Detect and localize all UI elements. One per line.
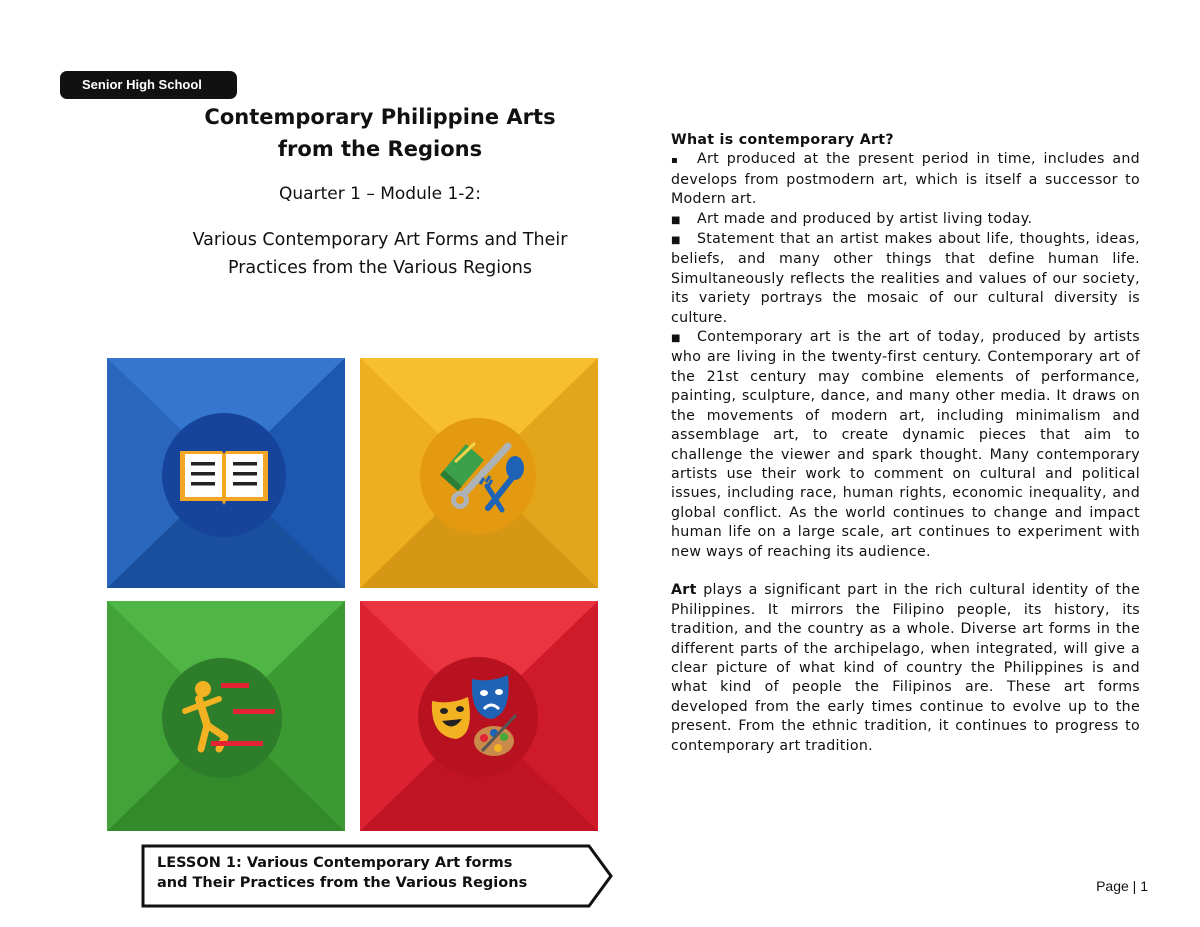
title-line-2: from the Regions bbox=[277, 137, 483, 161]
book-icon bbox=[180, 451, 268, 505]
lesson-line-1: LESSON 1: Various Contemporary Art forms bbox=[157, 855, 513, 871]
content-heading: What is contemporary Art? bbox=[671, 132, 894, 148]
subtitle-line-2: Practices from the Various Regions bbox=[227, 258, 533, 278]
title-line-1: Contemporary Philippine Arts bbox=[204, 105, 556, 129]
art-bold: Art bbox=[671, 582, 697, 599]
subtitle-line-1: Various Contemporary Art Forms and Their bbox=[192, 230, 568, 250]
bullet-item: ■ Contemporary art is the art of today, produced by artists who are living in the twenty-first century. Contemporary art of the 21st century may combine elements of performance, painting, sculpture, dance, and many other media. It draws on the movements of modern art, including minimalism and assemblage art, to create dynamic pieces that aim to challenge the viewer and spark thought. Many contemporary artists use their work to comment on cultural and political issues, including race, human rights, economic inequality, and global conflict. As the world continues to change and impact human life on a large scale, art continues to experiment with new ways of reaching its audience. bbox=[671, 329, 1140, 560]
sports-tile bbox=[107, 601, 345, 831]
module-title bbox=[120, 101, 640, 165]
bullet-item: ■ Statement that an artist makes about life, thoughts, ideas, beliefs, and many other things that define human life. Simultaneously reflects the realities and values of our society, its variety portrays the mosaic of our cultural diversity is culture. bbox=[671, 231, 1140, 326]
bullet-icon: ■ bbox=[671, 214, 681, 226]
lesson-line-2: and Their Practices from the Various Regions bbox=[157, 875, 528, 891]
art-paragraph: Art plays a significant part in the rich cultural identity of the Philippines. It mirrors the Filipino people, its history, its tradition, and the country as a whole. Diverse art forms in the different parts of the archipelago, when integrated, will give a clear picture of what kind of country the Philippines is and what kind of people the Filipinos are. These art forms developed from the early times continue to evolve up to the present. From the ethnic tradition, it continues to progress to contemporary art tradition. bbox=[671, 582, 1140, 754]
content-column bbox=[671, 131, 1140, 756]
theater-tile bbox=[360, 601, 598, 831]
bullet-icon: ▪ bbox=[671, 155, 679, 167]
book-tile bbox=[107, 358, 345, 588]
bullet-icon: ■ bbox=[671, 333, 681, 345]
module-subtitle bbox=[120, 226, 640, 282]
bullet-item: ■ Art made and produced by artist living today. bbox=[671, 210, 1140, 230]
page-number: Page | 1 bbox=[1096, 878, 1148, 894]
lesson-banner bbox=[141, 844, 613, 908]
bullet-item: ▪ Art produced at the present period in time, includes and develops from postmodern art, which is itself a successor to Modern art. bbox=[671, 151, 1140, 208]
quarter-label: Quarter 1 – Module 1-2: bbox=[279, 184, 481, 204]
tools-tile bbox=[360, 358, 598, 588]
school-level-badge: Senior High School bbox=[60, 71, 237, 99]
bullet-icon: ■ bbox=[671, 235, 681, 247]
